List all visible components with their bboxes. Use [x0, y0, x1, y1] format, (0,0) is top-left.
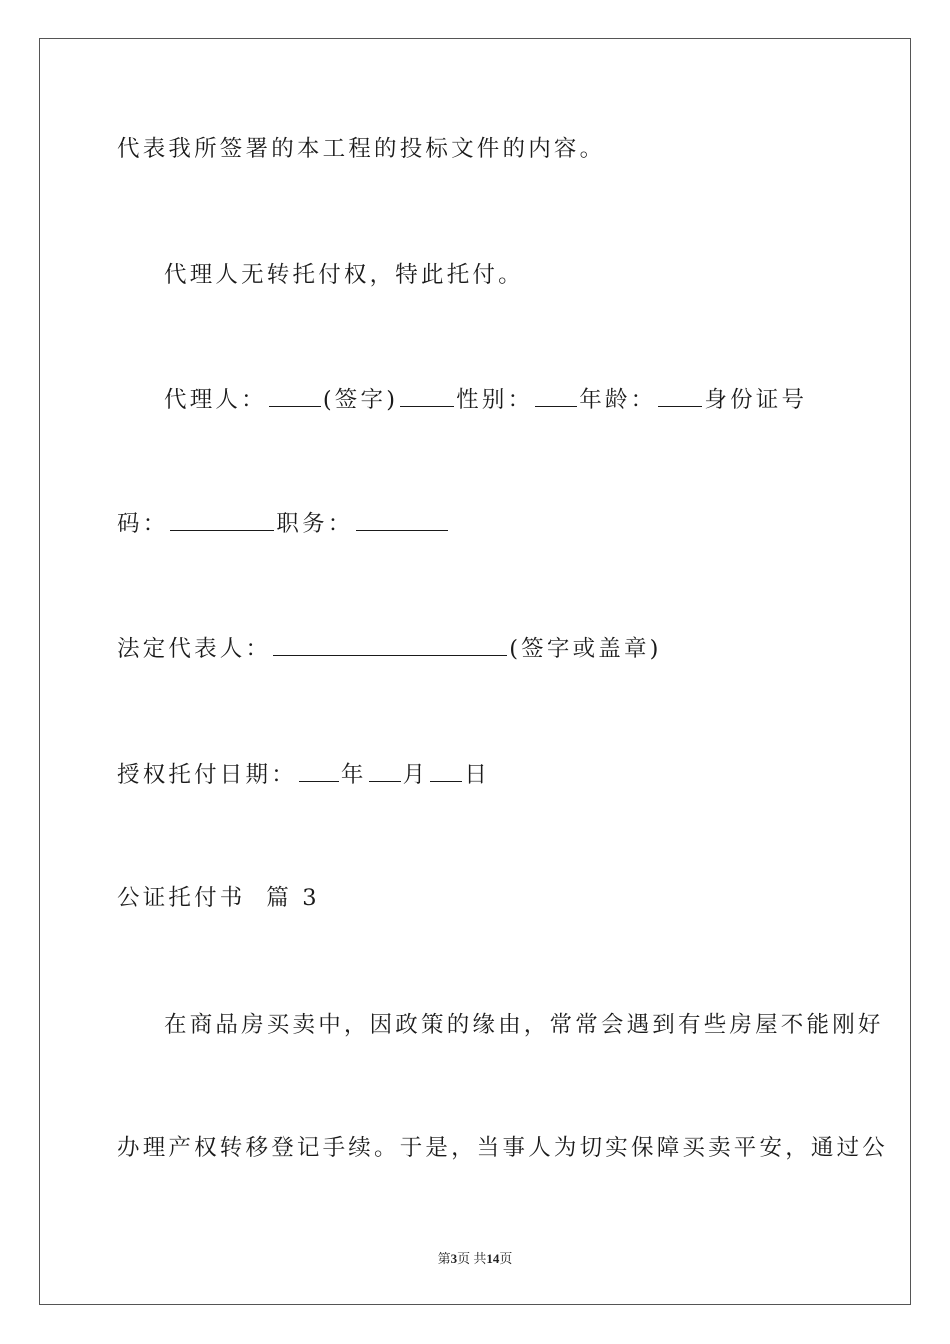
- gender-blank: [535, 388, 577, 407]
- text-line-1: 代表我所签署的本工程的投标文件的内容。: [117, 136, 606, 162]
- id-number-label: 身份证号: [704, 387, 808, 413]
- auth-date-label: 授权托付日期：: [117, 762, 297, 788]
- month-label: 月: [402, 762, 429, 788]
- id-number-blank: [170, 512, 274, 531]
- year-blank: [299, 763, 339, 782]
- age-label: 年龄：: [579, 387, 657, 413]
- agent-name-blank: [269, 388, 321, 407]
- sign-or-seal-label: (签字或盖章): [509, 636, 662, 662]
- section-heading: 公证托付书 篇 3: [117, 885, 320, 911]
- auth-date-line: [117, 763, 490, 787]
- day-label: 日: [464, 762, 491, 788]
- footer-mid: 页 共: [457, 1251, 487, 1266]
- paragraph-line-2: 办理产权转移登记手续。于是，当事人为切实保障买卖平安，通过公: [117, 1135, 889, 1161]
- signature-blank: [400, 388, 454, 407]
- text-line-2: 代理人无转托付权，特此托付。: [164, 262, 524, 288]
- day-blank: [430, 763, 462, 782]
- id-code-label: 码：: [117, 511, 169, 537]
- current-page-number: 3: [450, 1251, 458, 1266]
- page-border: [39, 38, 911, 1305]
- age-blank: [658, 388, 702, 407]
- year-label: 年: [340, 762, 367, 788]
- agent-label: 代理人：: [164, 387, 267, 413]
- gender-label: 性别：: [456, 387, 534, 413]
- legal-rep-blank: [273, 637, 507, 656]
- legal-rep-label: 法定代表人：: [117, 636, 272, 662]
- position-blank: [356, 512, 448, 531]
- page-footer: [0, 1248, 950, 1267]
- paragraph-line-1: 在商品房买卖中，因政策的缘由，常常会遇到有些房屋不能刚好: [164, 1012, 884, 1038]
- position-label: 职务：: [276, 511, 354, 537]
- total-page-number: 14: [486, 1251, 500, 1266]
- agent-info-line: [164, 388, 807, 412]
- id-position-line: [117, 512, 450, 536]
- legal-rep-line: [117, 637, 662, 661]
- month-blank: [369, 763, 401, 782]
- footer-prefix: 第: [437, 1251, 451, 1266]
- signature-label: (签字): [322, 387, 399, 413]
- footer-suffix: 页: [499, 1251, 513, 1266]
